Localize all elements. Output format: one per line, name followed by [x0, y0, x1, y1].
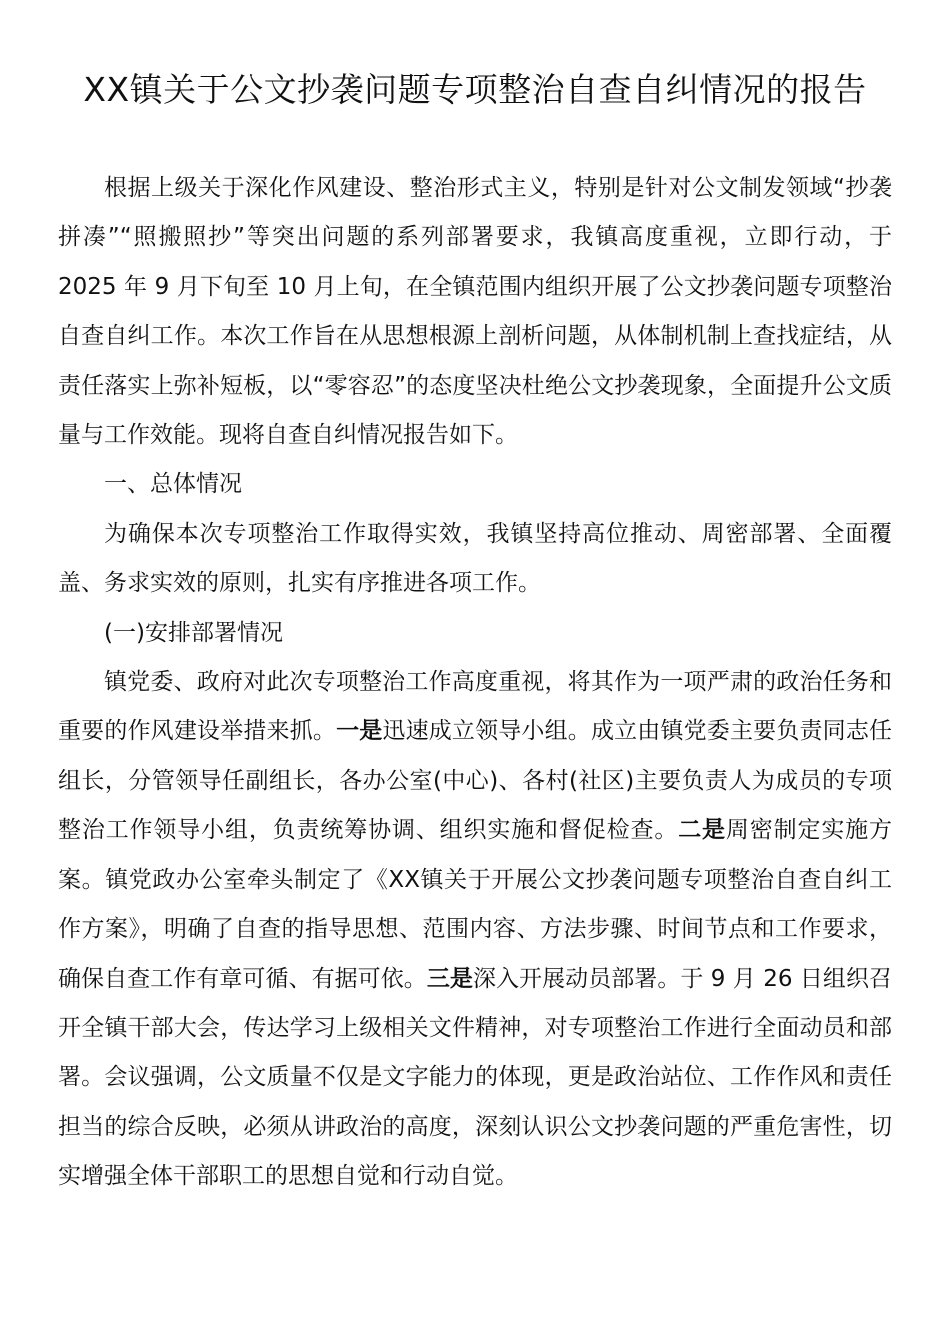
section-heading-overall: 一、总体情况 [104, 471, 242, 498]
intro-paragraph: 根据上级关于深化作风建设、整治形式主义，特别是针对公文制发领域“抄袭拼凑”“照搬照抄”等突出问题的系列部署要求，我镇高度重视，立即行动，于 2025 年 9 月下旬至 10 月上旬，在全镇范围内组织开展了公文抄袭问题专项整治自查自纠工作。本次工作旨在从思想根源上剖析问题，从体制机制上查找症结，从责任落实上弥补短板，以“零容忍”的态度坚决杜绝公文抄袭现象，全面提升公文质量与工作效能。现将自查自纠情况报告如下。 [58, 175, 892, 449]
document-body [58, 164, 892, 1202]
point-label-3: 三是 [426, 965, 473, 992]
point-label-2: 二是 [678, 817, 726, 844]
point-text-1: 迅速成立领导小组。成立由镇党委主要负责同志任组长，分管领导任副组长，各办公室(中心)、各村(社区)主要负责人为成员的专项整治工作领导小组，负责统筹协调、组织实施和督促检查。 [58, 718, 893, 844]
point-text-3: 深入开展动员部署。于 9 月 26 日组织召开全镇干部大会，传达学习上级相关文件精神，对专项整治工作进行全面动员和部署。会议强调，公文质量不仅是文字能力的体现，更是政治站位、工作作风和责任担当的综合反映，必须从讲政治的高度，深刻认识公文抄袭问题的严重危害性，切实增强全体干部职工的思想自觉和行动自觉。 [58, 965, 893, 1190]
section-overall-paragraph: 为确保本次专项整治工作取得实效，我镇坚持高位推动、周密部署、全面覆盖、务求实效的原则，扎实有序推进各项工作。 [58, 520, 892, 597]
deployment-paragraph [58, 658, 892, 1201]
subsection-heading-deployment: (一)安排部署情况 [104, 619, 283, 646]
point-label-1: 一是 [336, 718, 383, 745]
point-text-2: 周密制定实施方案。镇党政办公室牵头制定了《XX镇关于开展公文抄袭问题专项整治自查自纠工作方案》，明确了自查的指导思想、范围内容、方法步骤、时间节点和工作要求，确保自查工作有章可循、有据可依。 [58, 817, 893, 992]
deployment-lead: 镇党委、政府对此次专项整治工作高度重视，将其作为一项严肃的政治任务和重要的作风建设举措来抓。 [58, 669, 892, 745]
document-title: XX镇关于公文抄袭问题专项整治自查自纠情况的报告 [83, 70, 867, 109]
